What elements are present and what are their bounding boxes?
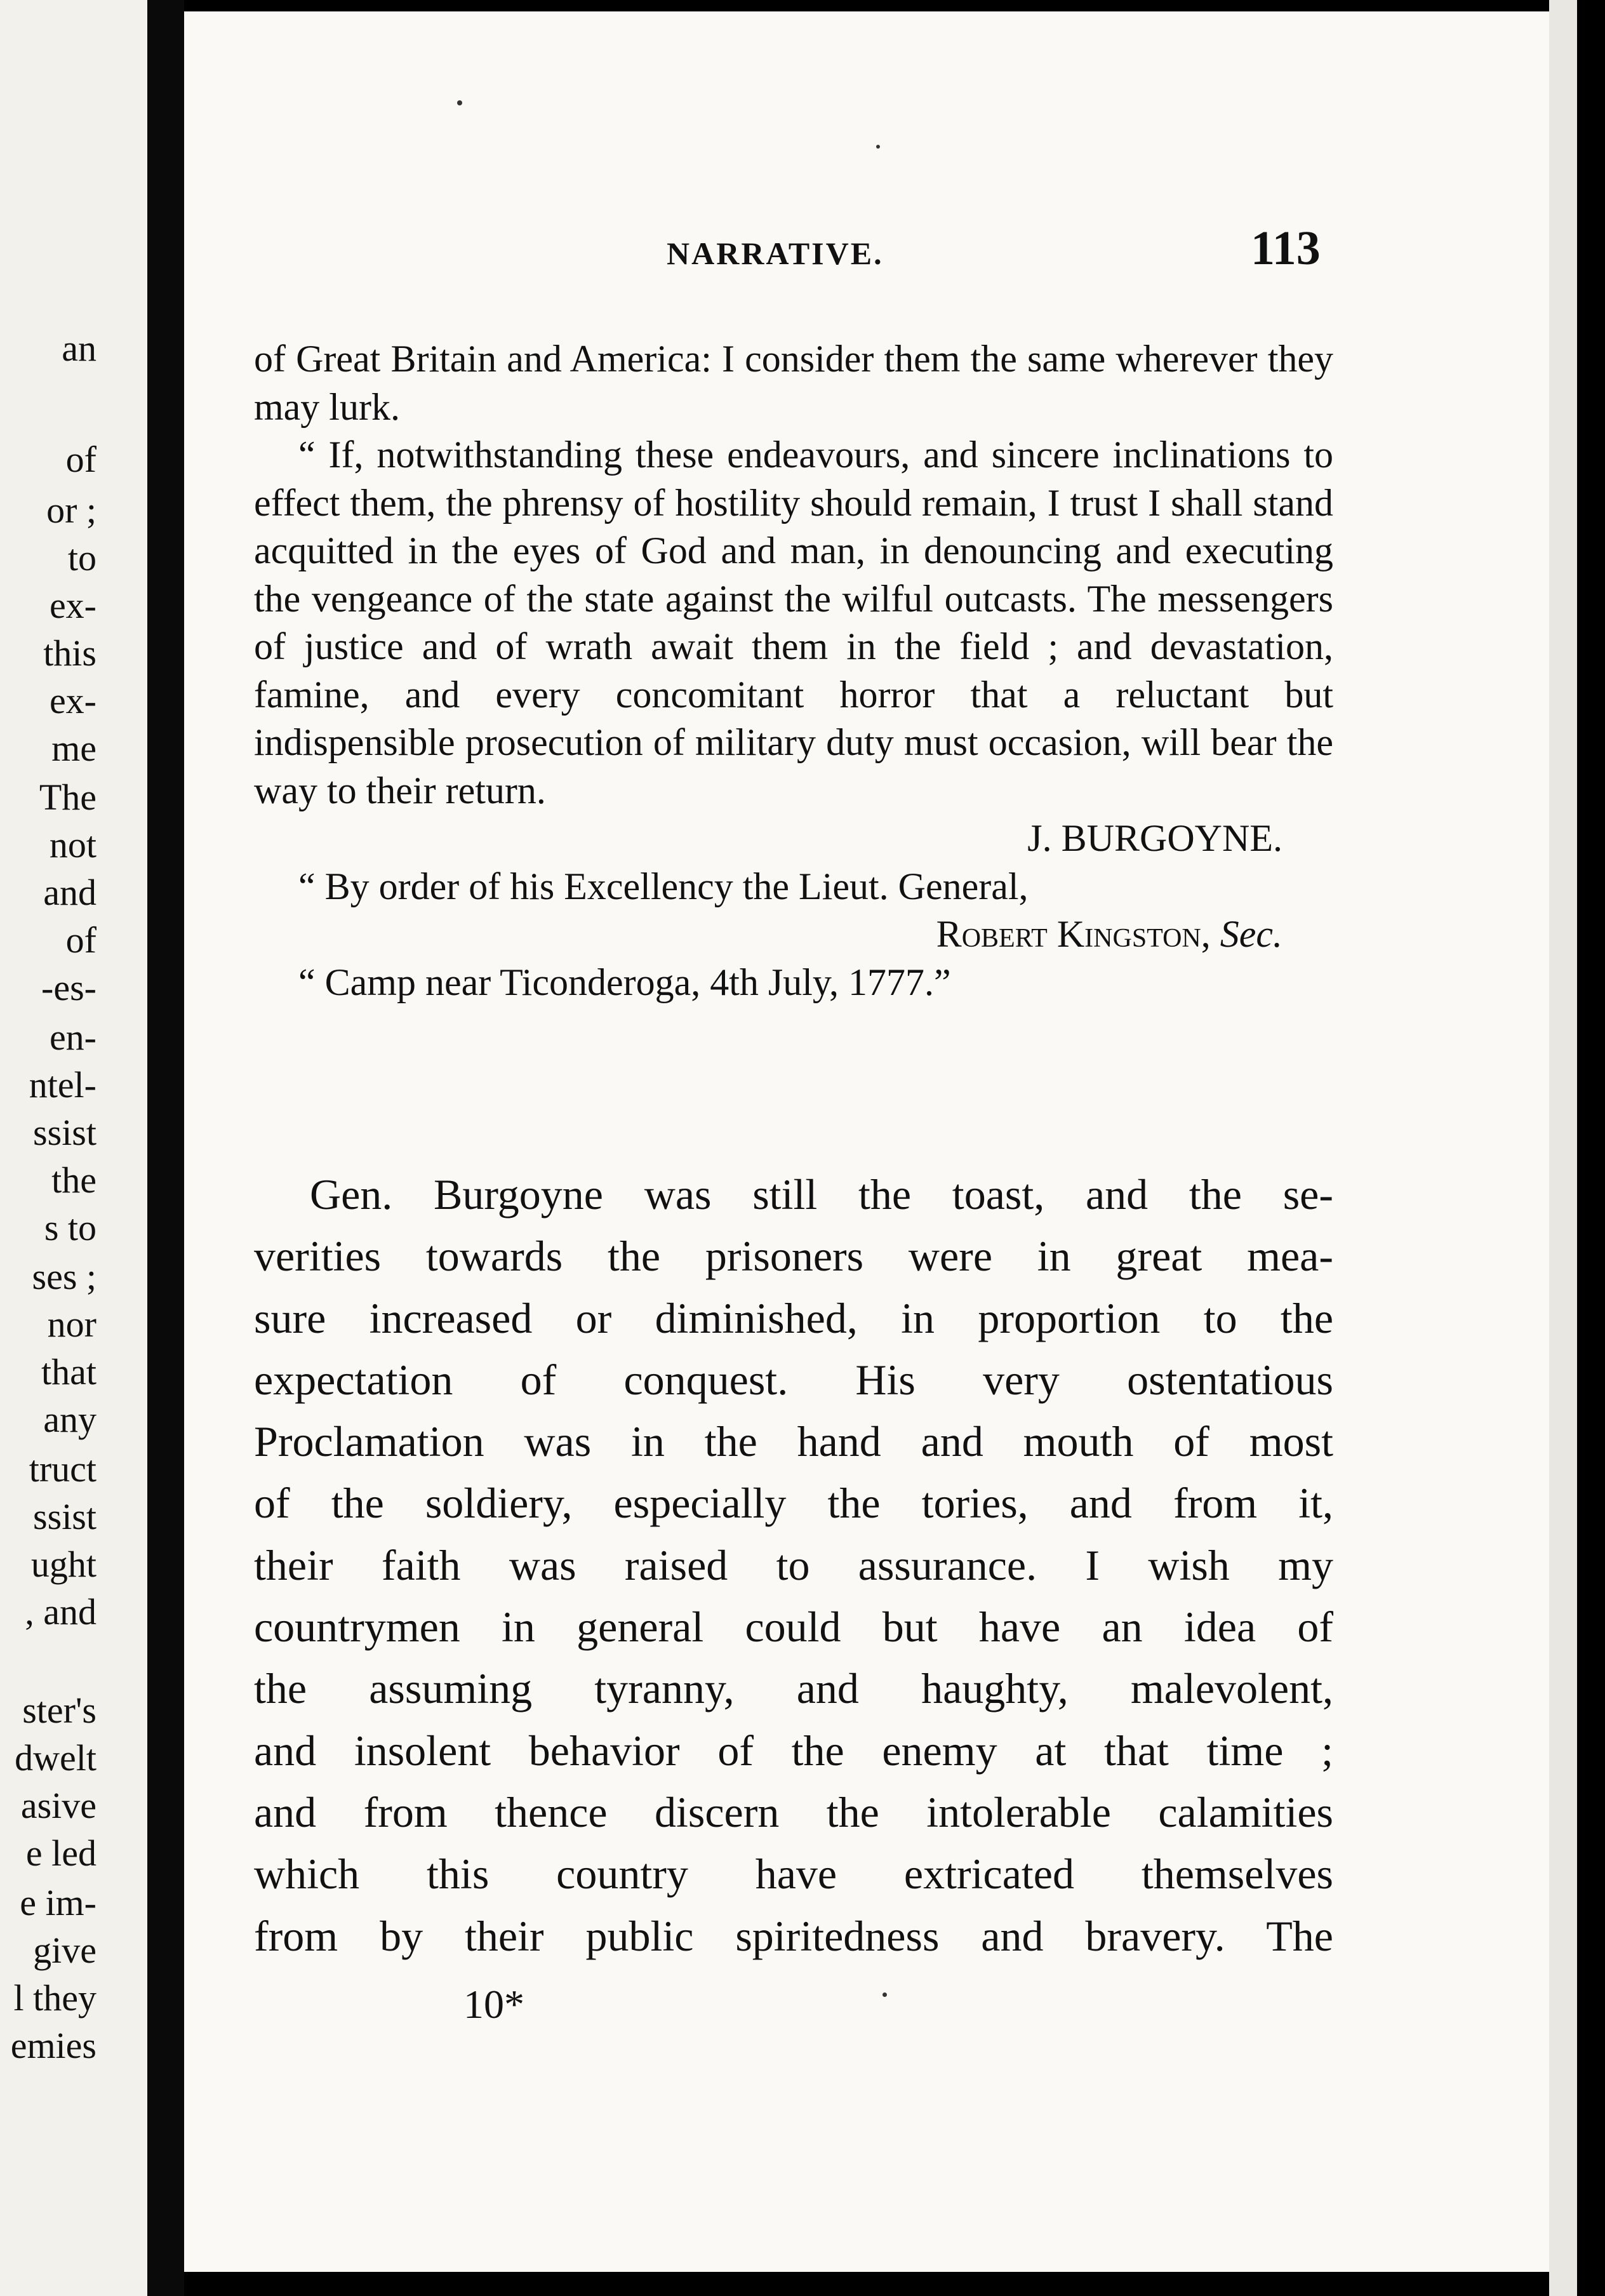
left-page-fragment-line: and — [43, 872, 97, 913]
left-page-fragment-line: ses ; — [32, 1256, 97, 1297]
next-page-edge — [1549, 0, 1577, 2296]
left-page-fragment-line: this — [43, 632, 97, 674]
ink-speck — [882, 1992, 887, 1997]
order-line: “ By order of his Excellency the Lieut. General, — [298, 865, 1029, 907]
left-page-fragment-line: of — [65, 439, 97, 480]
left-page-fragment-line: any — [43, 1399, 97, 1440]
left-page-fragment-line: ught — [30, 1544, 97, 1585]
camp-line: “ Camp near Ticonderoga, 4th July, 1777.” — [298, 961, 951, 1003]
left-page-fragment-line: ssist — [33, 1496, 97, 1537]
left-page-fragment-line: ex- — [49, 585, 97, 626]
left-page-fragment-line: asive — [20, 1785, 97, 1826]
signature-mark: 10* — [463, 1982, 524, 2027]
left-page-fragment-line: emies — [10, 2025, 97, 2066]
proclamation-block — [254, 335, 1333, 1006]
left-page-fragment-line: ex- — [49, 680, 97, 721]
narrative-line: Proclamation was in the hand and mouth of most — [254, 1417, 1333, 1466]
narrative-line: Gen. Burgoyne was still the toast, and the se- — [310, 1170, 1333, 1218]
left-page-fragment-line: -es- — [41, 967, 97, 1008]
left-page-fragment-line: give — [33, 1930, 97, 1971]
secretary-line — [254, 911, 1333, 959]
narrative-block — [254, 1164, 1333, 1967]
proclamation-paragraph: of Great Britain and America: I consider them the same wherever they may lurk. — [254, 338, 1333, 428]
left-page-fragment-line: dwelt — [15, 1737, 97, 1779]
left-page-fragment-line: ntel- — [29, 1064, 97, 1105]
page — [184, 11, 1549, 2272]
narrative-line: and from thence discern the intolerable calamities — [254, 1787, 1333, 1836]
left-page-fragment-line: of — [65, 919, 97, 961]
narrative-line: and insolent behavior of the enemy at that time ; — [254, 1726, 1333, 1775]
left-page-fragment-line: e led — [25, 1832, 97, 1874]
left-page-fragment-line: ster's — [22, 1690, 97, 1731]
narrative-line: verities towards the prisoners were in great mea- — [254, 1232, 1333, 1281]
page-header — [184, 221, 1549, 278]
left-page-fragment-line: me — [51, 728, 97, 769]
left-page-fragment-line: , and — [25, 1591, 97, 1632]
left-page-fragment-line: an — [62, 328, 97, 369]
narrative-line: which this country have extricated themselves — [254, 1850, 1333, 1899]
narrative-line: the assuming tyranny, and haughty, malevolent, — [254, 1664, 1333, 1713]
signature-line: J. BURGOYNE. — [1027, 817, 1282, 859]
narrative-line: expectation of conquest. His very ostentatious — [254, 1355, 1333, 1404]
ink-speck — [457, 100, 462, 105]
page-number: 113 — [1251, 222, 1321, 275]
left-page-fragment-line: e im- — [20, 1882, 97, 1923]
left-page-fragment-line: l they — [13, 1977, 97, 2019]
narrative-line: their faith was raised to assurance. I wish my — [254, 1540, 1333, 1589]
narrative-line: from by their public spiritedness and bravery. The — [254, 1911, 1333, 1960]
proclamation-paragraph: “ If, notwithstanding these endeavours, and sincere inclinations to effect them, the phrensy of hostility should remain, I trust I shall stand acquitted in the eyes of God and man, in denouncing and executing the vengeance of the state against the wilful outcasts. The messengers of justice and of wrath await them in the field ; and devastation, famine, and every concomitant horror that a reluctant but indispensible prosecution of military duty must occasion, will bear the way to their return. — [254, 434, 1333, 811]
secretary-title: Sec. — [1220, 913, 1282, 955]
narrative-line: sure increased or diminished, in proportion to the — [254, 1293, 1333, 1342]
left-page-fragment-line: or ; — [46, 490, 97, 531]
left-page-fragment-line: truct — [29, 1448, 97, 1490]
running-title: NARRATIVE. — [667, 236, 884, 271]
left-page-fragment — [0, 0, 147, 2296]
book-gutter — [147, 0, 184, 2296]
ink-speck — [876, 145, 880, 149]
left-page-fragment-line: en- — [49, 1017, 97, 1058]
left-page-fragment-line: s to — [44, 1207, 97, 1248]
left-page-fragment-line: that — [41, 1351, 97, 1392]
left-page-fragment-line: nor — [47, 1304, 97, 1345]
left-page-fragment-line: the — [51, 1159, 97, 1201]
secretary-name: Robert Kingston, — [936, 913, 1211, 955]
left-page-fragment-line: not — [49, 824, 97, 865]
left-page-fragment-line: The — [39, 777, 97, 818]
left-page-fragment-line: ssist — [33, 1112, 97, 1153]
left-page-fragment-line: to — [67, 537, 97, 578]
narrative-line: of the soldiery, especially the tories, and from it, — [254, 1479, 1333, 1528]
narrative-line: countrymen in general could but have an idea of — [254, 1603, 1333, 1652]
